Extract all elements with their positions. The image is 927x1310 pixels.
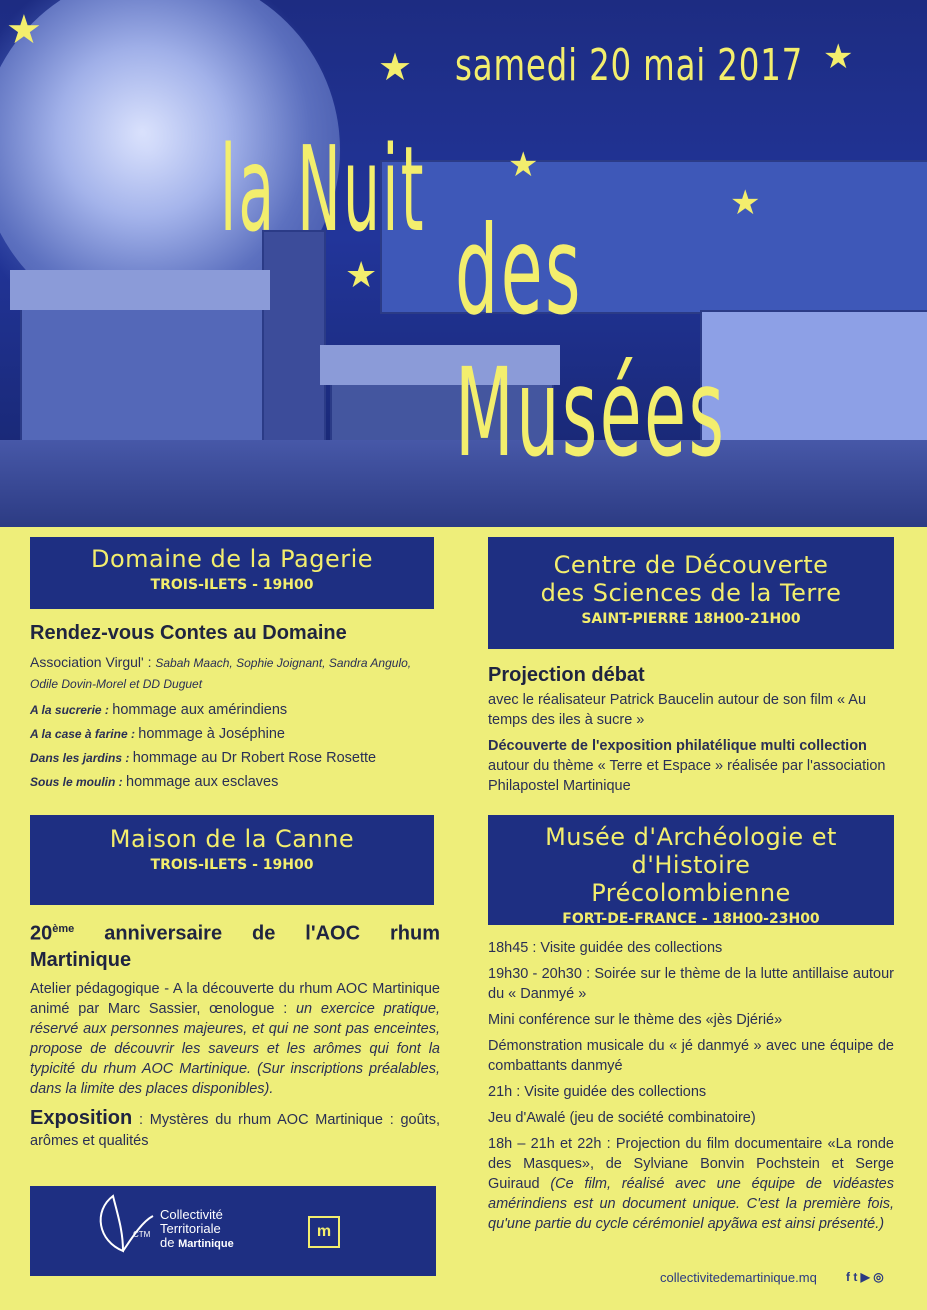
star-icon: ★ — [378, 45, 413, 89]
venue1-content — [30, 620, 440, 796]
venue-header-pagerie — [30, 537, 434, 609]
event-date: samedi 20 mai 2017 — [455, 40, 804, 91]
venue3-p2-rest: autour du thème « Terre et Espace » réalisée par l'association Philapostel Martinique — [488, 758, 886, 794]
title-line2: des Musées — [455, 200, 727, 484]
item-place: Sous le moulin : — [30, 775, 127, 789]
logo-band — [30, 1186, 436, 1276]
logo-text — [160, 1208, 234, 1251]
program-item: 18h45 : Visite guidée des collections — [488, 940, 723, 956]
item-text: hommage aux amérindiens — [112, 702, 288, 718]
heading-rest: anniversaire de l'AOC rhum Martinique — [30, 922, 440, 971]
atelier-text: Atelier pédagogique - A la découverte du rhum AOC Martinique animé par Marc Sassier, œnologue : — [30, 980, 440, 1017]
title-line1: la Nuit — [220, 120, 426, 258]
house-left — [20, 300, 264, 454]
venue4-content — [488, 938, 894, 1240]
venue-name-line1: Centre de Découverte — [553, 551, 829, 579]
program-last-italic: (Ce film, réalisé avec une équipe de vidéastes amérindiens est un document unique. C'est la première fois, qu'une partie du cycle cérémoniel apyãwa est ainsi présenté.) — [488, 1176, 894, 1232]
program-item: 21h : Visite guidée des collections — [488, 1084, 707, 1100]
program-item: 19h30 - 20h30 : Soirée sur le thème de la lutte antillaise autour du « Danmyé » — [488, 966, 894, 1002]
star-icon: ★ — [823, 37, 854, 77]
website-link[interactable]: collectivitedemartinique.mq — [660, 1270, 817, 1285]
logo-line2: Territoriale — [160, 1221, 221, 1236]
venue3-p2-bold: Découverte de l'exposition philatélique multi collection — [488, 738, 867, 754]
venue-location-time: FORT-DE-FRANCE - 18H00-23H00 — [562, 911, 820, 927]
venue3-p1: avec le réalisateur Patrick Baucelin autour de son film « Au temps des iles à sucre » — [488, 692, 867, 728]
program-item: Mini conférence sur le thème des «jès Djérié» — [488, 1012, 783, 1028]
logo-line3: de — [160, 1235, 175, 1250]
venue-header-canne — [30, 815, 434, 905]
star-icon: ★ — [730, 183, 761, 223]
butterfly-logo-icon — [88, 1191, 158, 1261]
program-last: 18h – 21h et 22h : Projection du film documentaire «La ronde des Masques», de Sylviane Bonvin Pochstein et Serge Guiraud — [488, 1136, 894, 1192]
venue-name-line1: Musée d'Archéologie et d'Histoire — [545, 823, 837, 879]
logo-line4: Martinique — [178, 1238, 234, 1250]
logo-line1: Collectivité — [160, 1207, 223, 1222]
atelier-italic: un exercice pratique, réservé aux personnes majeures, et qui ne sont pas enceintes, propose de découvrir les saveurs et les arômes qui font la typicité du rhum AOC Martinique. (Sur inscriptions préalables, dans la limite des places disponibles). — [30, 1000, 441, 1097]
venue-name: Domaine de la Pagerie — [90, 545, 374, 573]
venue2-content — [30, 916, 440, 1157]
venue3-heading: Projection débat — [488, 664, 645, 686]
star-icon: ★ — [6, 7, 42, 53]
venue-name: Maison de la Canne — [109, 825, 355, 853]
heading-sup: ème — [52, 923, 75, 935]
venue2-heading — [30, 916, 440, 973]
hero-image — [0, 0, 927, 527]
assoc-names: Sabah Maach, Sophie Joignant, Sandra Angulo, Odile Dovin-Morel et DD Duguet — [30, 656, 412, 691]
program-item: Jeu d'Awalé (jeu de société combinatoire) — [488, 1110, 756, 1126]
venue1-heading: Rendez-vous Contes au Domaine — [30, 622, 347, 644]
venue-header-sciences — [488, 537, 894, 649]
venue-location-time: TROIS-ILETS - 19H00 — [150, 857, 314, 873]
venue-header-archeologie — [488, 815, 894, 925]
roof-left — [10, 270, 270, 310]
ctm-mark: CTM — [133, 1230, 151, 1239]
social-icons[interactable]: f t ▶ ◎ — [846, 1270, 884, 1284]
chimney — [262, 230, 326, 464]
item-place: Dans les jardins : — [30, 751, 133, 765]
venue-name-line2: des Sciences de la Terre — [540, 579, 842, 607]
program-item: Démonstration musicale du « jé danmyé » avec une équipe de combattants danmyé — [488, 1038, 894, 1074]
m-letter: m — [316, 1223, 332, 1240]
item-text: hommage au Dr Robert Rose Rosette — [132, 750, 377, 766]
venue3-content — [488, 662, 894, 802]
item-place: A la sucrerie : — [30, 703, 113, 717]
item-text: hommage aux esclaves — [126, 774, 279, 790]
venue-name-line2: Précolombienne — [591, 879, 791, 907]
assoc-label: Association Virgul' : — [30, 654, 156, 670]
venue-location-time: TROIS-ILETS - 19H00 — [150, 577, 314, 593]
expo-text: : Mystères du rhum AOC Martinique : goûts, arômes et qualités — [30, 1111, 440, 1149]
item-place: A la case à farine : — [30, 727, 139, 741]
venue-location-time: SAINT-PIERRE 18H00-21H00 — [581, 611, 801, 627]
star-icon: ★ — [508, 145, 539, 185]
m-logo-icon — [308, 1216, 340, 1248]
item-text: hommage à Joséphine — [138, 726, 285, 742]
expo-label: Exposition — [30, 1106, 133, 1129]
heading-number: 20 — [30, 922, 53, 945]
star-icon: ★ — [345, 255, 378, 296]
